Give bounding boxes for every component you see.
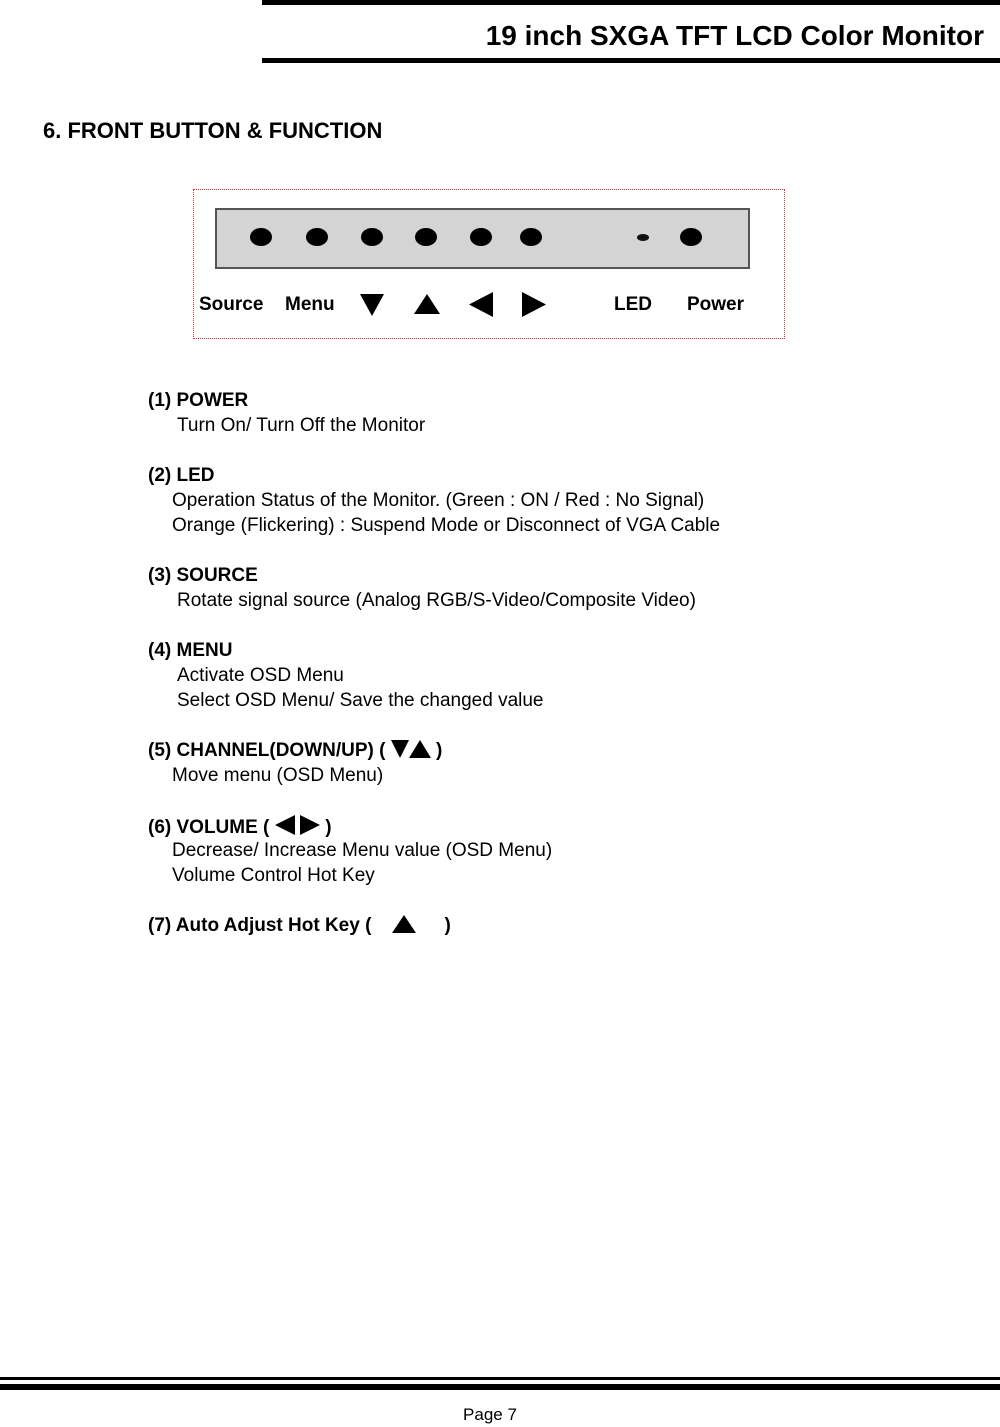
up-button-dot — [415, 228, 437, 246]
left-triangle-icon — [469, 292, 493, 317]
source-label: Source — [199, 294, 264, 315]
left-triangle-icon — [275, 815, 295, 841]
document-title: 19 inch SXGA TFT LCD Color Monitor — [485, 20, 984, 51]
source-heading: (3) SOURCE — [148, 565, 258, 586]
volume-description-2: Volume Control Hot Key — [172, 865, 375, 886]
right-triangle-icon — [300, 815, 320, 841]
menu-description-2: Select OSD Menu/ Save the changed value — [177, 690, 544, 711]
volume-heading-text: (6) VOLUME ( — [148, 817, 270, 838]
menu-button-dot — [306, 228, 328, 246]
auto-adjust-heading-close: ) — [444, 915, 451, 936]
up-triangle-icon — [409, 740, 431, 764]
power-label: Power — [687, 294, 745, 315]
led-indicator-dot — [637, 234, 649, 241]
auto-adjust-heading — [148, 915, 451, 939]
led-description-1: Operation Status of the Monitor. (Green : ON / Red : No Signal) — [172, 490, 705, 511]
left-button-dot — [470, 228, 492, 246]
source-description: Rotate signal source (Analog RGB/S-Video/Composite Video) — [177, 590, 696, 611]
right-triangle-icon — [522, 292, 546, 317]
power-heading: (1) POWER — [148, 390, 249, 411]
channel-heading-text: (5) CHANNEL(DOWN/UP) ( — [148, 740, 386, 761]
header-top-rule — [262, 0, 1000, 5]
section-title: 6. FRONT BUTTON & FUNCTION — [43, 118, 383, 143]
power-button-dot — [680, 228, 702, 246]
power-description: Turn On/ Turn Off the Monitor — [177, 415, 426, 436]
source-button-dot — [250, 228, 272, 246]
up-triangle-icon — [414, 294, 440, 314]
channel-heading-close: ) — [436, 740, 443, 761]
footer-thin-rule — [0, 1377, 1000, 1380]
down-triangle-icon — [391, 740, 409, 764]
up-triangle-icon — [392, 915, 416, 939]
volume-heading — [148, 815, 332, 841]
right-button-dot — [520, 228, 542, 246]
led-description-2: Orange (Flickering) : Suspend Mode or Disconnect of VGA Cable — [172, 515, 721, 536]
volume-description-1: Decrease/ Increase Menu value (OSD Menu) — [172, 840, 553, 861]
menu-heading: (4) MENU — [148, 640, 233, 661]
header-bottom-rule — [262, 58, 1000, 63]
led-label: LED — [614, 294, 652, 315]
volume-heading-close: ) — [325, 817, 332, 838]
menu-label: Menu — [285, 294, 335, 315]
channel-heading — [148, 740, 442, 764]
channel-description: Move menu (OSD Menu) — [172, 765, 384, 786]
led-heading: (2) LED — [148, 465, 215, 486]
down-triangle-icon — [360, 294, 384, 316]
footer-thick-rule — [0, 1384, 1000, 1390]
down-button-dot — [361, 228, 383, 246]
page-number: Page 7 — [463, 1405, 517, 1424]
menu-description-1: Activate OSD Menu — [177, 665, 344, 686]
auto-adjust-heading-text: (7) Auto Adjust Hot Key ( — [148, 915, 372, 936]
